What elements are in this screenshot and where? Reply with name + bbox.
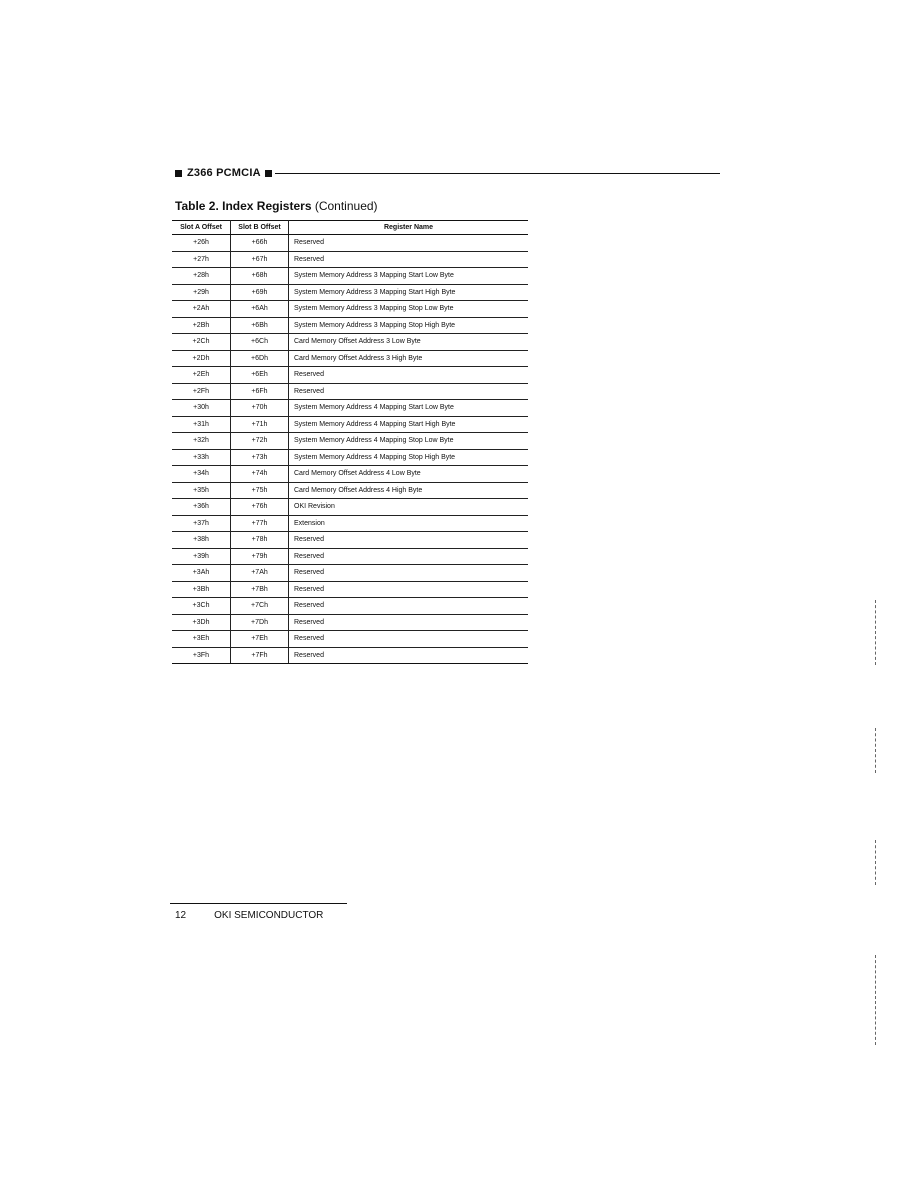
register-name-cell: Reserved: [289, 598, 529, 615]
register-name-cell: Reserved: [289, 581, 529, 598]
table-row: [172, 614, 528, 631]
slot-b-offset-cell: +74h: [231, 466, 289, 483]
register-name-cell: Reserved: [289, 565, 529, 582]
column-header-slot-b: Slot B Offset: [231, 221, 289, 235]
register-name-cell: Reserved: [289, 235, 529, 252]
scan-edge-mark: [875, 728, 876, 773]
register-name-cell: Reserved: [289, 532, 529, 549]
slot-b-offset-cell: +7Eh: [231, 631, 289, 648]
table-row: [172, 334, 528, 351]
slot-a-offset-cell: +36h: [172, 499, 231, 516]
table-row: [172, 400, 528, 417]
slot-a-offset-cell: +38h: [172, 532, 231, 549]
slot-b-offset-cell: +7Ch: [231, 598, 289, 615]
register-name-cell: Reserved: [289, 383, 529, 400]
slot-b-offset-cell: +79h: [231, 548, 289, 565]
table-row: [172, 284, 528, 301]
slot-a-offset-cell: +2Ch: [172, 334, 231, 351]
slot-a-offset-cell: +30h: [172, 400, 231, 417]
table-title-suffix: (Continued): [311, 199, 378, 213]
page-footer: [175, 910, 323, 921]
register-name-cell: Reserved: [289, 367, 529, 384]
slot-a-offset-cell: +3Ch: [172, 598, 231, 615]
slot-a-offset-cell: +37h: [172, 515, 231, 532]
index-registers-table: [172, 220, 528, 664]
slot-b-offset-cell: +73h: [231, 449, 289, 466]
slot-a-offset-cell: +3Eh: [172, 631, 231, 648]
slot-b-offset-cell: +7Bh: [231, 581, 289, 598]
slot-a-offset-cell: +39h: [172, 548, 231, 565]
register-name-cell: Extension: [289, 515, 529, 532]
slot-b-offset-cell: +68h: [231, 268, 289, 285]
column-header-register-name: Register Name: [289, 221, 529, 235]
footer-company: OKI SEMICONDUCTOR: [214, 910, 324, 921]
slot-b-offset-cell: +70h: [231, 400, 289, 417]
table-row: [172, 383, 528, 400]
table-row: [172, 631, 528, 648]
table-row: [172, 482, 528, 499]
slot-a-offset-cell: +26h: [172, 235, 231, 252]
table-title-main: Table 2. Index Registers: [175, 199, 312, 213]
column-header-slot-a: Slot A Offset: [172, 221, 231, 235]
register-name-cell: Card Memory Offset Address 4 Low Byte: [289, 466, 529, 483]
page-header: [175, 165, 720, 181]
register-name-cell: Reserved: [289, 631, 529, 648]
slot-a-offset-cell: +31h: [172, 416, 231, 433]
register-name-cell: System Memory Address 4 Mapping Start High Byte: [289, 416, 529, 433]
table-title: [175, 199, 378, 213]
slot-a-offset-cell: +28h: [172, 268, 231, 285]
register-name-cell: Reserved: [289, 614, 529, 631]
slot-b-offset-cell: +7Fh: [231, 647, 289, 664]
slot-b-offset-cell: +6Ah: [231, 301, 289, 318]
table-row: [172, 548, 528, 565]
scan-edge-mark: [875, 955, 876, 1045]
slot-b-offset-cell: +72h: [231, 433, 289, 450]
table-header-row: [172, 221, 528, 235]
register-name-cell: System Memory Address 3 Mapping Stop High Byte: [289, 317, 529, 334]
register-name-cell: System Memory Address 3 Mapping Stop Low Byte: [289, 301, 529, 318]
slot-b-offset-cell: +76h: [231, 499, 289, 516]
table-row: [172, 235, 528, 252]
slot-a-offset-cell: +29h: [172, 284, 231, 301]
slot-a-offset-cell: +34h: [172, 466, 231, 483]
slot-a-offset-cell: +3Ah: [172, 565, 231, 582]
header-square-icon: [175, 170, 182, 177]
register-name-cell: System Memory Address 4 Mapping Start Low Byte: [289, 400, 529, 417]
table-row: [172, 565, 528, 582]
table-row: [172, 251, 528, 268]
header-rule: [275, 173, 720, 174]
table-row: [172, 317, 528, 334]
table-row: [172, 515, 528, 532]
table-row: [172, 449, 528, 466]
register-name-cell: Reserved: [289, 647, 529, 664]
register-name-cell: System Memory Address 3 Mapping Start Low Byte: [289, 268, 529, 285]
slot-b-offset-cell: +66h: [231, 235, 289, 252]
slot-b-offset-cell: +7Dh: [231, 614, 289, 631]
table-row: [172, 532, 528, 549]
register-name-cell: System Memory Address 4 Mapping Stop High Byte: [289, 449, 529, 466]
register-name-cell: Reserved: [289, 548, 529, 565]
slot-a-offset-cell: +2Eh: [172, 367, 231, 384]
slot-a-offset-cell: +35h: [172, 482, 231, 499]
table-row: [172, 647, 528, 664]
table-row: [172, 301, 528, 318]
slot-b-offset-cell: +67h: [231, 251, 289, 268]
scan-edge-mark: [875, 600, 876, 665]
slot-b-offset-cell: +71h: [231, 416, 289, 433]
slot-b-offset-cell: +69h: [231, 284, 289, 301]
slot-a-offset-cell: +33h: [172, 449, 231, 466]
slot-a-offset-cell: +3Fh: [172, 647, 231, 664]
slot-b-offset-cell: +78h: [231, 532, 289, 549]
slot-b-offset-cell: +77h: [231, 515, 289, 532]
register-name-cell: System Memory Address 4 Mapping Stop Low Byte: [289, 433, 529, 450]
table-row: [172, 416, 528, 433]
slot-b-offset-cell: +6Bh: [231, 317, 289, 334]
register-name-cell: OKI Revision: [289, 499, 529, 516]
slot-a-offset-cell: +3Bh: [172, 581, 231, 598]
scan-edge-mark: [875, 840, 876, 885]
slot-b-offset-cell: +6Eh: [231, 367, 289, 384]
slot-b-offset-cell: +7Ah: [231, 565, 289, 582]
table-row: [172, 466, 528, 483]
slot-a-offset-cell: +3Dh: [172, 614, 231, 631]
slot-a-offset-cell: +2Fh: [172, 383, 231, 400]
table-row: [172, 433, 528, 450]
table-row: [172, 350, 528, 367]
header-square-icon: [265, 170, 272, 177]
table-row: [172, 598, 528, 615]
slot-b-offset-cell: +75h: [231, 482, 289, 499]
register-name-cell: Card Memory Offset Address 3 Low Byte: [289, 334, 529, 351]
header-title: Z366 PCMCIA: [187, 167, 261, 179]
page-number: 12: [175, 910, 187, 921]
register-name-cell: Card Memory Offset Address 3 High Byte: [289, 350, 529, 367]
slot-b-offset-cell: +6Fh: [231, 383, 289, 400]
slot-a-offset-cell: +27h: [172, 251, 231, 268]
register-name-cell: System Memory Address 3 Mapping Start High Byte: [289, 284, 529, 301]
slot-a-offset-cell: +2Ah: [172, 301, 231, 318]
slot-a-offset-cell: +2Dh: [172, 350, 231, 367]
table-row: [172, 367, 528, 384]
table-row: [172, 268, 528, 285]
table-row: [172, 499, 528, 516]
register-name-cell: Reserved: [289, 251, 529, 268]
table-body: [172, 235, 528, 664]
register-name-cell: Card Memory Offset Address 4 High Byte: [289, 482, 529, 499]
slot-b-offset-cell: +6Dh: [231, 350, 289, 367]
footer-rule: [170, 903, 347, 904]
slot-a-offset-cell: +32h: [172, 433, 231, 450]
slot-b-offset-cell: +6Ch: [231, 334, 289, 351]
slot-a-offset-cell: +2Bh: [172, 317, 231, 334]
table-row: [172, 581, 528, 598]
